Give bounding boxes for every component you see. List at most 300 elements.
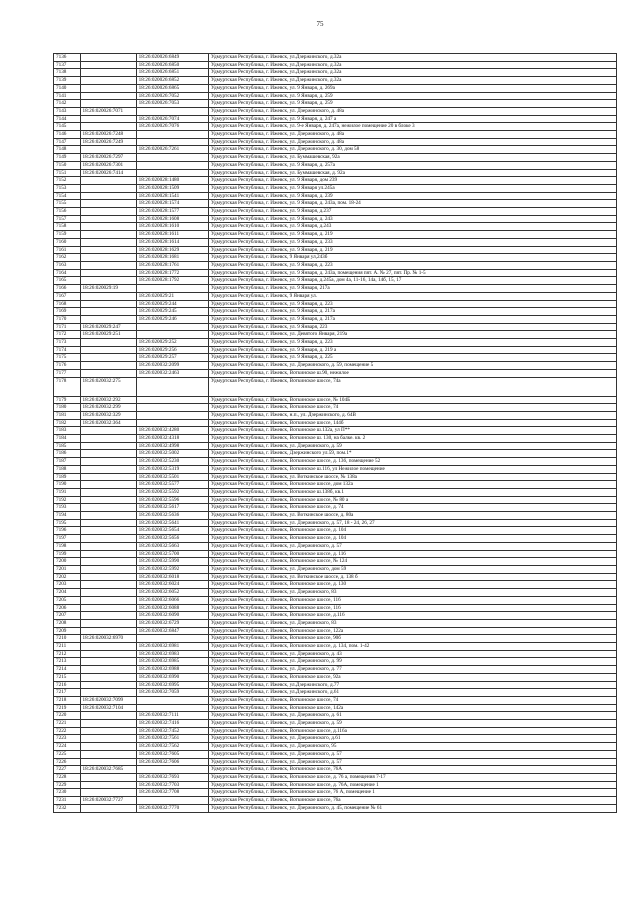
address-cell: Удмуртская Республика, г. Ижевск, ул. 9 Января, д.237 (209, 208, 617, 216)
address-cell: Удмуртская Республика, г. Ижевск, Воткинское шоссе, д. 76 а, помещения 7-17 (209, 773, 617, 781)
row-number-cell: 7191 (54, 488, 81, 496)
address-cell: Удмуртская Республика, г. Ижевск, Воткинское шоссе, д.116 (209, 612, 617, 620)
land-cadastral-cell (80, 354, 136, 362)
land-cadastral-cell (80, 650, 136, 658)
address-cell: Удмуртская Республика, г. Ижевск, ул. Дзержинского, д. 48а (209, 131, 617, 139)
building-cadastral-cell: 18:26:020028:1772 (136, 269, 208, 277)
land-cadastral-cell (80, 84, 136, 92)
address-cell: Удмуртская Республика, г. Ижевск, ул. Дзержинского, д. 77 (209, 666, 617, 674)
building-cadastral-cell: 18:26:020032:7562 (136, 743, 208, 751)
row-number-cell: 7144 (54, 115, 81, 123)
address-cell: Удмуртская Республика, г. Ижевск, ул. 9 Января, д. 243а, помещения пят. А. № 27, пят. Пр. № 1-5 (209, 269, 617, 277)
table-row (54, 331, 617, 339)
row-number-cell: 7194 (54, 512, 81, 520)
land-cadastral-cell (80, 300, 136, 308)
row-number-cell: 7155 (54, 200, 81, 208)
address-cell: Удмуртская Республика, г. Ижевск, ул. Воткинское шоссе, д. 138 б (209, 573, 617, 581)
row-number-cell: 7205 (54, 596, 81, 604)
building-cadastral-cell: 18:26:020032:4998 (136, 442, 208, 450)
table-row (54, 435, 617, 443)
table-row (54, 419, 617, 427)
building-cadastral-cell (136, 377, 208, 396)
building-cadastral-cell: 18:26:020029:246 (136, 315, 208, 323)
row-number-cell: 7157 (54, 215, 81, 223)
table-row (54, 215, 617, 223)
building-cadastral-cell: 18:26:020032:6729 (136, 619, 208, 627)
table-row (54, 619, 617, 627)
address-cell: Удмуртская Республика, г. Ижевск, ул. Дзержинского, д. 59 (209, 442, 617, 450)
table-row (54, 527, 617, 535)
address-cell: Удмуртская Республика, г. Ижевск, Воткинское шоссе, 74а (209, 377, 617, 396)
building-cadastral-cell: 18:26:020028:1480 (136, 177, 208, 185)
building-cadastral-cell: 18:26:020032:5636 (136, 512, 208, 520)
row-number-cell: 7220 (54, 712, 81, 720)
building-cadastral-cell (136, 797, 208, 805)
table-row (54, 704, 617, 712)
address-cell: Удмуртская Республика, г. Ижевск, ул.Дзержинского, д.32а (209, 61, 617, 69)
table-row (54, 450, 617, 458)
row-number-cell: 7206 (54, 604, 81, 612)
building-cadastral-cell: 18:26:020026:6865 (136, 84, 208, 92)
building-cadastral-cell: 18:26:020028:1761 (136, 261, 208, 269)
building-cadastral-cell (136, 323, 208, 331)
building-cadastral-cell: 18:26:020028:1541 (136, 192, 208, 200)
address-cell: Удмуртская Республика, г. Ижевск, ул. Дзержинского, д. 43 (209, 650, 617, 658)
table-row (54, 100, 617, 108)
row-number-cell: 7180 (54, 404, 81, 412)
land-cadastral-cell: 18:26:020026:7297 (80, 154, 136, 162)
table-row (54, 658, 617, 666)
table-row (54, 377, 617, 396)
land-cadastral-cell (80, 223, 136, 231)
table-row (54, 596, 617, 604)
table-row (54, 643, 617, 651)
land-cadastral-cell (80, 558, 136, 566)
table-row (54, 696, 617, 704)
building-cadastral-cell: 18:26:020032:6090 (136, 612, 208, 620)
land-cadastral-cell (80, 504, 136, 512)
building-cadastral-cell (136, 285, 208, 293)
building-cadastral-cell: 18:26:020032:6066 (136, 596, 208, 604)
building-cadastral-cell: 18:26:020032:7416 (136, 720, 208, 728)
row-number-cell: 7164 (54, 269, 81, 277)
building-cadastral-cell: 18:26:020032:5230 (136, 458, 208, 466)
building-cadastral-cell: 18:26:020032:6981 (136, 643, 208, 651)
table-row (54, 107, 617, 115)
table-row (54, 292, 617, 300)
address-cell: Удмуртская Республика, г. Ижевск, Воткинское ш. 130, на балке. кв. 2 (209, 435, 617, 443)
building-cadastral-cell (136, 419, 208, 427)
row-number-cell: 7177 (54, 369, 81, 377)
row-number-cell: 7153 (54, 184, 81, 192)
address-cell: Удмуртская Республика, г. Ижевск, ул. 9 Января, д. 233 (209, 238, 617, 246)
address-cell: Удмуртская Республика, г. Ижевск, ул. Дзержинского, д. 57, 18 - 24, 26, 27 (209, 519, 617, 527)
row-number-cell: 7152 (54, 177, 81, 185)
address-cell: Удмуртская Республика, г. Ижевск, ул. 9 Января, д. 247 а (209, 115, 617, 123)
page-number: 75 (316, 20, 324, 28)
land-cadastral-cell (80, 458, 136, 466)
land-cadastral-cell (80, 115, 136, 123)
address-cell: Удмуртская Республика, г. Ижевск, ул. 9 Января, д. 217а (209, 308, 617, 316)
row-number-cell: 7216 (54, 681, 81, 689)
land-cadastral-cell (80, 589, 136, 597)
land-cadastral-cell: 18:26:020032:364 (80, 419, 136, 427)
address-cell: Удмуртская Республика, г. Ижевск, 9 Января ул,243б (209, 254, 617, 262)
table-row (54, 131, 617, 139)
land-cadastral-cell (80, 750, 136, 758)
land-cadastral-cell (80, 92, 136, 100)
address-cell: Удмуртская Республика, г. Ижевск, Воткинское шоссе, д. 76А, помещение 1 (209, 781, 617, 789)
table-row (54, 735, 617, 743)
table-row (54, 154, 617, 162)
address-cell: Удмуртская Республика, г. Ижевск, ул.Дзержинского, д.32а (209, 77, 617, 85)
table-row (54, 369, 617, 377)
building-cadastral-cell (136, 169, 208, 177)
row-number-cell: 7199 (54, 550, 81, 558)
row-number-cell: 7207 (54, 612, 81, 620)
table-row (54, 396, 617, 404)
table-row (54, 550, 617, 558)
address-cell: Удмуртская Республика, г. Ижевск, Воткинское шоссе, 122а (209, 627, 617, 635)
building-cadastral-cell (136, 131, 208, 139)
row-number-cell: 7212 (54, 650, 81, 658)
table-row (54, 346, 617, 354)
row-number-cell: 7186 (54, 450, 81, 458)
building-cadastral-cell: 18:26:020032:6990 (136, 673, 208, 681)
row-number-cell: 7158 (54, 223, 81, 231)
address-cell: Удмуртская Республика, г. Ижевск, ул. Дзержинского, д. 57 (209, 750, 617, 758)
row-number-cell: 7218 (54, 696, 81, 704)
building-cadastral-cell (136, 696, 208, 704)
table-row (54, 566, 617, 574)
address-cell: Удмуртская Республика, г. Ижевск, Воткинское ш.90, нежилое (209, 369, 617, 377)
table-row (54, 512, 617, 520)
row-number-cell: 7232 (54, 804, 81, 812)
table-row (54, 458, 617, 466)
land-cadastral-cell: 18:26:020032:7727 (80, 797, 136, 805)
table-row (54, 766, 617, 774)
row-number-cell: 7217 (54, 689, 81, 697)
table-row (54, 727, 617, 735)
row-number-cell: 7176 (54, 362, 81, 370)
row-number-cell: 7151 (54, 169, 81, 177)
row-number-cell: 7168 (54, 300, 81, 308)
building-cadastral-cell: 18:26:020032:5700 (136, 550, 208, 558)
table-row (54, 208, 617, 216)
table-row (54, 169, 617, 177)
row-number-cell: 7189 (54, 473, 81, 481)
table-row (54, 315, 617, 323)
table-row (54, 750, 617, 758)
address-cell: Удмуртская Республика, г. Ижевск, ул. Дзержинского, д. 45, помещение № 61 (209, 804, 617, 812)
land-cadastral-cell (80, 292, 136, 300)
address-cell: Удмуртская Республика, г. Ижевск, ул. Дзержинского, 95 (209, 743, 617, 751)
table-row (54, 481, 617, 489)
land-cadastral-cell (80, 643, 136, 651)
land-cadastral-cell: 18:26:020026:7249 (80, 138, 136, 146)
address-cell: Удмуртская Республика, г. Ижевск, Воткинское шоссе, д. 134, пом. 1-42 (209, 643, 617, 651)
row-number-cell: 7156 (54, 208, 81, 216)
row-number-cell: 7183 (54, 427, 81, 435)
address-cell: Удмуртская Республика, г. Ижевск, ул. Дзержинского, д. 48а (209, 107, 617, 115)
building-cadastral-cell: 18:26:020032:6847 (136, 627, 208, 635)
building-cadastral-cell: 18:26:020032:5002 (136, 450, 208, 458)
row-number-cell: 7190 (54, 481, 81, 489)
address-cell: Удмуртская Республика, г. Ижевск, н.п., ул. Дзержинского, д. 64В (209, 411, 617, 419)
table-row (54, 758, 617, 766)
row-number-cell: 7149 (54, 154, 81, 162)
building-cadastral-cell: 18:26:020032:5592 (136, 488, 208, 496)
table-row (54, 666, 617, 674)
address-cell: Удмуртская Республика, г. Ижевск, ул. 9 Января, д. 243 (209, 215, 617, 223)
registry-table-body (54, 54, 617, 813)
building-cadastral-cell (136, 635, 208, 643)
table-row (54, 689, 617, 697)
land-cadastral-cell (80, 496, 136, 504)
row-number-cell: 7179 (54, 396, 81, 404)
table-row (54, 300, 617, 308)
row-number-cell: 7145 (54, 123, 81, 131)
row-number-cell: 7227 (54, 766, 81, 774)
row-number-cell: 7162 (54, 254, 81, 262)
land-cadastral-cell: 18:26:020032:292 (80, 396, 136, 404)
building-cadastral-cell (136, 704, 208, 712)
row-number-cell: 7208 (54, 619, 81, 627)
building-cadastral-cell (136, 766, 208, 774)
row-number-cell: 7211 (54, 643, 81, 651)
row-number-cell: 7147 (54, 138, 81, 146)
land-cadastral-cell: 18:26:020026:7248 (80, 131, 136, 139)
row-number-cell: 7200 (54, 558, 81, 566)
row-number-cell: 7226 (54, 758, 81, 766)
table-row (54, 496, 617, 504)
address-cell: Удмуртская Республика, г. Ижевск, Воткинское ш.132а, ул П** (209, 427, 617, 435)
row-number-cell: 7193 (54, 504, 81, 512)
address-cell: Удмуртская Республика, г. Ижевск, ул.Дзержинского, д.61 (209, 689, 617, 697)
row-number-cell: 7219 (54, 704, 81, 712)
building-cadastral-cell: 18:26:020032:5319 (136, 465, 208, 473)
table-row (54, 254, 617, 262)
table-row (54, 612, 617, 620)
address-cell: Удмуртская Республика, г. Ижевск, ул. Буммашевская, 92а (209, 154, 617, 162)
address-cell: Удмуртская Республика, г. Ижевск, ул. Воткинское шоссе, № 138а (209, 473, 617, 481)
row-number-cell: 7143 (54, 107, 81, 115)
table-row (54, 504, 617, 512)
row-number-cell: 7160 (54, 238, 81, 246)
address-cell: Удмуртская Республика, г. Ижевск, Воткинское шоссе, 142а (209, 704, 617, 712)
table-row (54, 720, 617, 728)
table-row (54, 627, 617, 635)
building-cadastral-cell: 18:26:020032:5654 (136, 527, 208, 535)
address-cell: Удмуртская Республика, г. Ижевск, ул. Буммашевская, д. 92а (209, 169, 617, 177)
table-row (54, 285, 617, 293)
address-cell: Удмуртская Республика, г. Ижевск, ул. Дзержинского, д. 59, помещение 5 (209, 362, 617, 370)
address-cell: Удмуртская Республика, г. Ижевск, ул. Дзержинского, д. 99 (209, 658, 617, 666)
address-cell: Удмуртская Республика, г. Ижевск, ул. 9 Января, д. 223 (209, 339, 617, 347)
building-cadastral-cell: 18:26:020032:6088 (136, 604, 208, 612)
row-number-cell: 7154 (54, 192, 81, 200)
row-number-cell: 7231 (54, 797, 81, 805)
row-number-cell: 7222 (54, 727, 81, 735)
row-number-cell: 7161 (54, 246, 81, 254)
table-row (54, 177, 617, 185)
address-cell: Удмуртская Республика, г. Ижевск, Воткинское шоссе, 76 А, помещение 1 (209, 789, 617, 797)
table-row (54, 184, 617, 192)
building-cadastral-cell (136, 411, 208, 419)
building-cadastral-cell (136, 107, 208, 115)
table-row (54, 123, 617, 131)
address-cell: Удмуртская Республика, г. Ижевск, Воткинское ш.138б, кв.1 (209, 488, 617, 496)
row-number-cell: 7210 (54, 635, 81, 643)
row-number-cell: 7148 (54, 146, 81, 154)
table-row (54, 465, 617, 473)
table-row (54, 535, 617, 543)
address-cell: Удмуртская Республика, г. Ижевск, ул. Девятого Января, 219а (209, 331, 617, 339)
address-cell: Удмуртская Республика, г. Ижевск, Воткинское шоссе, № 80 а (209, 496, 617, 504)
building-cadastral-cell: 18:26:020032:7708 (136, 789, 208, 797)
address-cell: Удмуртская Республика, г. Ижевск, Воткинское шоссе, 74 (209, 696, 617, 704)
land-cadastral-cell (80, 481, 136, 489)
building-cadastral-cell: 18:26:020032:7111 (136, 712, 208, 720)
address-cell: Удмуртская Республика, г. Ижевск, ул. 9-е Января, д. 247а, нежилое помещение 20 в блоке 3 (209, 123, 617, 131)
row-number-cell: 7187 (54, 458, 81, 466)
table-row (54, 115, 617, 123)
address-cell: Удмуртская Республика, г. Ижевск, ул. 9 Января, д.245а, дом 4а, 11-16, 14а, 14б, 15, 17 (209, 277, 617, 285)
table-row (54, 712, 617, 720)
row-number-cell: 7188 (54, 465, 81, 473)
land-cadastral-cell (80, 269, 136, 277)
address-cell: Удмуртская Республика, г. Ижевск, ул. 9 Января, д. 243а, пом. 18-24 (209, 200, 617, 208)
table-row (54, 200, 617, 208)
row-number-cell: 7228 (54, 773, 81, 781)
building-cadastral-cell: 18:26:020032:6052 (136, 589, 208, 597)
table-row (54, 542, 617, 550)
building-cadastral-cell: 18:26:020032:5577 (136, 481, 208, 489)
land-cadastral-cell (80, 681, 136, 689)
land-cadastral-cell (80, 581, 136, 589)
land-cadastral-cell (80, 369, 136, 377)
building-cadastral-cell: 18:26:020029:244 (136, 300, 208, 308)
address-cell: Удмуртская Республика, г. Ижевск, ул. Дзержинского, д. 59 (209, 720, 617, 728)
land-cadastral-cell (80, 77, 136, 85)
land-cadastral-cell (80, 550, 136, 558)
table-row (54, 404, 617, 412)
land-cadastral-cell: 18:26:020029:251 (80, 331, 136, 339)
land-cadastral-cell (80, 596, 136, 604)
building-cadastral-cell: 18:26:020032:6983 (136, 650, 208, 658)
row-number-cell: 7229 (54, 781, 81, 789)
address-cell: Удмуртская Республика, г. Ижевск, ул. Дзержинского, 83 (209, 589, 617, 597)
land-cadastral-cell (80, 100, 136, 108)
land-cadastral-cell (80, 339, 136, 347)
land-cadastral-cell (80, 54, 136, 62)
row-number-cell: 7136 (54, 54, 81, 62)
land-cadastral-cell (80, 673, 136, 681)
address-cell: Удмуртская Республика, г. Ижевск, ул. 9 Января ул.245а (209, 184, 617, 192)
row-number-cell: 7195 (54, 519, 81, 527)
address-cell: Удмуртская Республика, г. Ижевск, Воткинское шоссе, д.116а (209, 727, 617, 735)
building-cadastral-cell: 18:26:020032:7059 (136, 689, 208, 697)
land-cadastral-cell (80, 177, 136, 185)
land-cadastral-cell (80, 627, 136, 635)
address-cell: Удмуртская Республика, г. Ижевск, ул. 9 Января, д. 219 а (209, 346, 617, 354)
land-cadastral-cell (80, 69, 136, 77)
address-cell: Удмуртская Республика, г. Ижевск, Воткинское шоссе, дом 132а (209, 481, 617, 489)
land-cadastral-cell (80, 735, 136, 743)
address-cell: Удмуртская Республика, г. Ижевск, ул. 9 Января, д. 219 (209, 246, 617, 254)
address-cell: Удмуртская Республика, г. Ижевск, ул. 9 Января, д. 259 (209, 92, 617, 100)
table-row (54, 277, 617, 285)
land-cadastral-cell (80, 566, 136, 574)
land-cadastral-cell (80, 727, 136, 735)
table-row (54, 69, 617, 77)
table-row (54, 354, 617, 362)
address-cell: Удмуртская Республика, г. Ижевск, Воткинское шоссе, д. 74 (209, 504, 617, 512)
row-number-cell: 7170 (54, 315, 81, 323)
building-cadastral-cell: 18:26:020026:7052 (136, 92, 208, 100)
table-row (54, 77, 617, 85)
land-cadastral-cell (80, 308, 136, 316)
address-cell: Удмуртская Республика, г. Ижевск, ул. Дзержинского, д. 48а (209, 138, 617, 146)
row-number-cell: 7142 (54, 100, 81, 108)
address-cell: Удмуртская Республика, г. Ижевск, Воткинское шоссе, 74 (209, 404, 617, 412)
table-row (54, 635, 617, 643)
land-cadastral-cell: 18:26:020032:7099 (80, 696, 136, 704)
table-row (54, 411, 617, 419)
row-number-cell: 7166 (54, 285, 81, 293)
table-row (54, 743, 617, 751)
table-row (54, 92, 617, 100)
table-row (54, 797, 617, 805)
land-cadastral-cell (80, 542, 136, 550)
land-cadastral-cell (80, 658, 136, 666)
row-number-cell: 7221 (54, 720, 81, 728)
land-cadastral-cell (80, 527, 136, 535)
building-cadastral-cell: 18:26:020032:5641 (136, 519, 208, 527)
land-cadastral-cell: 18:26:020026:7301 (80, 161, 136, 169)
row-number-cell: 7173 (54, 339, 81, 347)
land-cadastral-cell (80, 346, 136, 354)
table-row (54, 339, 617, 347)
building-cadastral-cell: 18:26:020028:1792 (136, 277, 208, 285)
address-cell: Удмуртская Республика, г. Ижевск, ул. 9 Января, 217а (209, 285, 617, 293)
land-cadastral-cell (80, 184, 136, 192)
address-cell: Удмуртская Республика, г. Ижевск, ул. Дзержинского, дом 59 (209, 566, 617, 574)
land-cadastral-cell (80, 261, 136, 269)
registry-table (53, 53, 617, 813)
building-cadastral-cell: 18:26:020029:256 (136, 346, 208, 354)
land-cadastral-cell (80, 758, 136, 766)
table-row (54, 84, 617, 92)
building-cadastral-cell (136, 331, 208, 339)
row-number-cell: 7139 (54, 77, 81, 85)
building-cadastral-cell: 18:26:020032:7703 (136, 781, 208, 789)
table-row (54, 558, 617, 566)
land-cadastral-cell (80, 789, 136, 797)
building-cadastral-cell: 18:26:020032:5992 (136, 566, 208, 574)
building-cadastral-cell: 18:26:020032:5990 (136, 558, 208, 566)
building-cadastral-cell: 18:26:020032:5617 (136, 504, 208, 512)
building-cadastral-cell: 18:26:020032:5656 (136, 535, 208, 543)
address-cell: Удмуртская Республика, г. Ижевск, ул. 9 Января, д. 257а (209, 161, 617, 169)
building-cadastral-cell: 18:26:020026:6850 (136, 61, 208, 69)
land-cadastral-cell: 18:26:020026:7414 (80, 169, 136, 177)
table-row (54, 773, 617, 781)
land-cadastral-cell: 18:26:020032:329 (80, 411, 136, 419)
land-cadastral-cell (80, 254, 136, 262)
land-cadastral-cell: 18:26:020032:299 (80, 404, 136, 412)
address-cell: Удмуртская Республика, г. Ижевск, ул. 9 Января, д. 269а (209, 84, 617, 92)
